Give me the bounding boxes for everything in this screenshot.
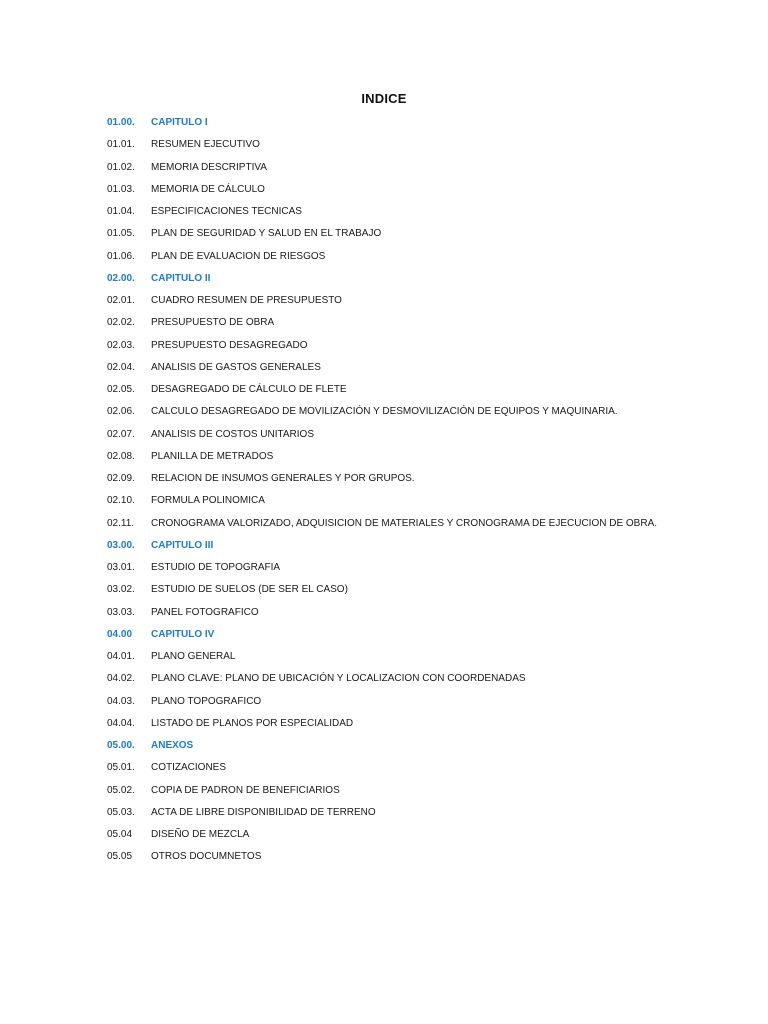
toc-entry-number: 04.00 xyxy=(107,628,133,640)
toc-entry-number: 01.03. xyxy=(107,183,135,195)
toc-entry-row xyxy=(107,492,727,514)
toc-entry-row xyxy=(107,181,727,203)
toc-entry-row xyxy=(107,782,727,804)
toc-entry-number: 03.02. xyxy=(107,584,135,596)
toc-entry-number: 01.01. xyxy=(107,139,135,151)
toc-entry-row xyxy=(107,848,727,870)
toc-entry-label: CAPITULO IV xyxy=(151,628,215,640)
toc-entry-number: 03.00. xyxy=(107,539,135,551)
toc-entry-label: ESTUDIO DE TOPOGRAFIA xyxy=(151,562,281,573)
toc-entry-label: COPIA DE PADRON DE BENEFICIARIOS xyxy=(151,784,340,796)
toc-entry-label: DISEÑO DE MEZCLA xyxy=(151,829,250,840)
toc-entry-label: MEMORIA DESCRIPTIVA xyxy=(151,161,267,173)
toc-entry-number: 05.01. xyxy=(107,762,135,774)
toc-entry-row xyxy=(107,670,727,692)
toc-entry-label: PLANO CLAVE: PLANO DE UBICACIÓN Y LOCALIZACION CON COORDENADAS xyxy=(151,673,526,685)
toc-entry-row xyxy=(107,426,727,448)
toc-entry-number: 02.10. xyxy=(107,495,135,507)
toc-entry-number: 02.01. xyxy=(107,295,135,306)
toc-entry-label: PLANO GENERAL xyxy=(151,651,236,662)
toc-entry-label: PLAN DE SEGURIDAD Y SALUD EN EL TRABAJO xyxy=(151,228,382,240)
toc-entry-number: 05.03. xyxy=(107,806,135,818)
toc-entry-row xyxy=(107,448,727,470)
toc-entry-number: 02.03. xyxy=(107,339,135,351)
toc-entry-label: ESTUDIO DE SUELOS (DE SER EL CASO) xyxy=(151,584,348,596)
toc-entry-label: PLANILLA DE METRADOS xyxy=(151,450,274,462)
toc-entry-number: 02.08. xyxy=(107,450,135,462)
toc-entry-row xyxy=(107,248,727,270)
toc-entry-label: ANEXOS xyxy=(151,740,194,751)
toc-entry-number: 01.00. xyxy=(107,117,135,128)
toc-entry-number: 04.02. xyxy=(107,673,135,685)
toc-entry-number: 02.07. xyxy=(107,428,135,440)
toc-entry-number: 02.05. xyxy=(107,384,135,395)
toc-entry-label: PRESUPUESTO DESAGREGADO xyxy=(151,339,308,351)
toc-entry-number: 04.04. xyxy=(107,717,135,729)
toc-entry-number: 05.02. xyxy=(107,784,135,796)
toc-entry-label: ESPECIFICACIONES TECNICAS xyxy=(151,206,302,217)
toc-entry-number: 01.04. xyxy=(107,206,135,217)
toc-entry-label: MEMORIA DE CÁLCULO xyxy=(151,183,265,195)
toc-entry-number: 04.03. xyxy=(107,695,135,707)
toc-entry-label: ANALISIS DE GASTOS GENERALES xyxy=(151,361,321,373)
toc-entry-number: 03.03. xyxy=(107,606,135,618)
toc-entry-number: 05.00. xyxy=(107,740,135,751)
toc-entry-row xyxy=(107,826,727,848)
toc-entry-row xyxy=(107,136,727,158)
toc-entry-number: 02.00. xyxy=(107,272,135,284)
toc-entry-label: CAPITULO II xyxy=(151,272,211,284)
toc-chapter-row xyxy=(107,537,727,559)
toc-chapter-row xyxy=(107,114,727,136)
toc-entry-label: PRESUPUESTO DE OBRA xyxy=(151,317,275,329)
toc-entry-label: RESUMEN EJECUTIVO xyxy=(151,139,260,151)
toc-entry-label: OTROS DOCUMNETOS xyxy=(151,851,262,863)
toc-entry-number: 02.11. xyxy=(107,517,135,529)
toc-entry-row xyxy=(107,159,727,181)
toc-chapter-row xyxy=(107,270,727,292)
toc-entry-row xyxy=(107,693,727,715)
toc-entry-row xyxy=(107,648,727,670)
toc-entry-number: 02.09. xyxy=(107,473,135,484)
toc-entry-row xyxy=(107,470,727,492)
toc-entry-row xyxy=(107,314,727,336)
toc-entry-label: CALCULO DESAGREGADO DE MOVILIZACIÓN Y DESMOVILIZACIÓN DE EQUIPOS Y MAQUINARIA. xyxy=(151,406,618,418)
toc-entry-label: CRONOGRAMA VALORIZADO, ADQUISICION DE MATERIALES Y CRONOGRAMA DE EJECUCION DE OBRA. xyxy=(151,517,658,529)
toc-entry-number: 01.06. xyxy=(107,250,135,262)
toc-entry-number: 03.01. xyxy=(107,562,135,573)
toc-entry-row xyxy=(107,403,727,425)
toc-entry-number: 02.06. xyxy=(107,406,135,418)
toc-entry-label: PLAN DE EVALUACION DE RIESGOS xyxy=(151,250,326,262)
toc-entry-label: CUADRO RESUMEN DE PRESUPUESTO xyxy=(151,295,342,306)
toc-entry-row xyxy=(107,604,727,626)
toc-entry-row xyxy=(107,359,727,381)
toc-entry-label: CAPITULO I xyxy=(151,117,208,128)
toc-entry-label: ANALISIS DE COSTOS UNITARIOS xyxy=(151,428,314,440)
table-of-contents xyxy=(107,114,727,871)
toc-entry-label: FORMULA POLINOMICA xyxy=(151,495,265,507)
toc-entry-row xyxy=(107,225,727,247)
toc-entry-row xyxy=(107,559,727,581)
toc-chapter-row xyxy=(107,737,727,759)
toc-entry-label: PLANO TOPOGRAFICO xyxy=(151,695,262,707)
toc-entry-row xyxy=(107,715,727,737)
toc-entry-label: CAPITULO III xyxy=(151,539,214,551)
toc-entry-row xyxy=(107,337,727,359)
toc-entry-number: 01.02. xyxy=(107,161,135,173)
page-title: INDICE xyxy=(361,91,407,106)
toc-entry-number: 04.01. xyxy=(107,651,135,662)
toc-entry-row xyxy=(107,804,727,826)
toc-entry-number: 01.05. xyxy=(107,228,135,240)
toc-entry-number: 05.05 xyxy=(107,851,133,863)
toc-entry-label: PANEL FOTOGRAFICO xyxy=(151,606,259,618)
toc-entry-row xyxy=(107,292,727,314)
toc-entry-number: 02.04. xyxy=(107,361,135,373)
toc-chapter-row xyxy=(107,626,727,648)
toc-entry-label: LISTADO DE PLANOS POR ESPECIALIDAD xyxy=(151,717,354,729)
toc-entry-row xyxy=(107,381,727,403)
toc-entry-label: DESAGREGADO DE CÁLCULO DE FLETE xyxy=(151,384,347,395)
toc-entry-row xyxy=(107,203,727,225)
toc-entry-label: RELACION DE INSUMOS GENERALES Y POR GRUPOS. xyxy=(151,473,415,484)
toc-entry-row xyxy=(107,759,727,781)
toc-entry-row xyxy=(107,581,727,603)
toc-entry-number: 02.02. xyxy=(107,317,135,329)
toc-entry-number: 05.04 xyxy=(107,829,133,840)
toc-entry-label: ACTA DE LIBRE DISPONIBILIDAD DE TERRENO xyxy=(151,806,376,818)
toc-entry-row xyxy=(107,515,727,537)
toc-entry-label: COTIZACIONES xyxy=(151,762,227,774)
